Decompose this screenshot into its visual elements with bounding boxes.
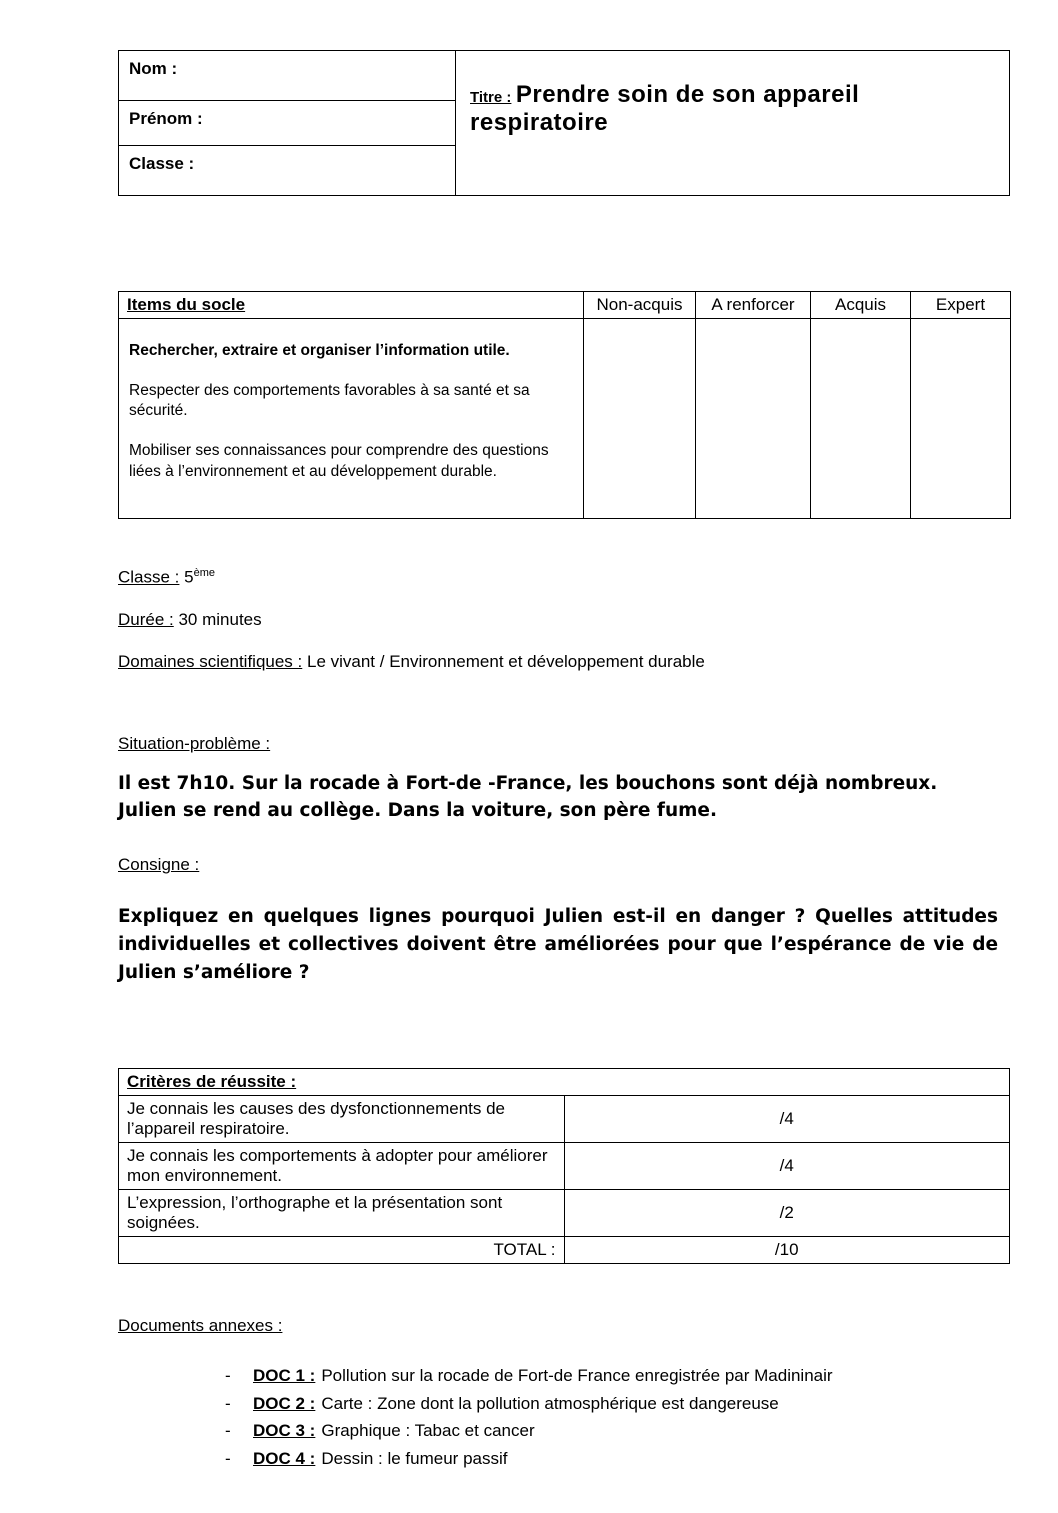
critere-row-2 [119, 1143, 1010, 1190]
socle-cell-a-renforcer [696, 319, 811, 519]
critere-score-3: /2 [564, 1190, 1010, 1237]
list-item [225, 1390, 1010, 1418]
classe-label: Classe : [129, 154, 195, 173]
classe-line-sup: ème [193, 567, 216, 579]
socle-cell-acquis [811, 319, 911, 519]
classe-field [119, 146, 456, 196]
critere-score-2: /4 [564, 1143, 1010, 1190]
critere-score-1: /4 [564, 1096, 1010, 1143]
socle-header-acquis: Acquis [811, 292, 911, 319]
socle-header-a-renforcer: A renforcer [696, 292, 811, 319]
criteres-total-row [119, 1237, 1010, 1264]
socle-header-row [119, 292, 1011, 319]
critere-text-3: L’expression, l’orthographe et la présentation sont soignées. [119, 1190, 565, 1237]
doc4-name: DOC 4 : [253, 1449, 316, 1468]
socle-table [118, 291, 1011, 519]
socle-body-row [119, 319, 1011, 519]
list-dash: - [225, 1449, 231, 1468]
classe-line [118, 567, 1010, 588]
socle-cell-expert [911, 319, 1011, 519]
list-dash: - [225, 1393, 231, 1413]
annexes-list [118, 1362, 1010, 1472]
consigne-text: Expliquez en quelques lignes pourquoi Julien est-il en danger ? Quelles attitudes individuelles et collectives doivent être améliorées pour que l’espérance de vie de Julien s’améliore ? [118, 906, 998, 983]
critere-row-1 [119, 1096, 1010, 1143]
domaines-line [118, 652, 1010, 672]
document-title: Prendre soin de son appareil respiratoire [470, 81, 860, 136]
duree-label: Durée : [118, 609, 174, 629]
socle-header-items: Items du socle [119, 292, 584, 319]
domaines-value: Le vivant / Environnement et développement durable [302, 651, 705, 671]
doc3-text: Graphique : Tabac et cancer [321, 1421, 535, 1441]
situation-label: Situation-problème : [118, 733, 271, 753]
list-item [225, 1362, 1010, 1390]
criteres-table [118, 1068, 1010, 1264]
duree-value: 30 minutes [173, 609, 262, 629]
total-label: TOTAL : [119, 1237, 565, 1264]
socle-item-2: Respecter des comportements favorables à sa santé et sa sécurité. [129, 382, 530, 420]
domaines-label: Domaines scientifiques : [118, 651, 303, 671]
criteres-header-cell: Critères de réussite : [119, 1069, 1010, 1096]
prenom-field [119, 101, 456, 146]
list-dash: - [225, 1366, 231, 1386]
list-item [225, 1445, 1010, 1473]
critere-text-1: Je connais les causes des dysfonctionnements de l’appareil respiratoire. [119, 1096, 565, 1143]
list-dash: - [225, 1421, 231, 1441]
titre-label: Titre : [470, 89, 512, 106]
doc2-name: DOC 2 : [253, 1393, 316, 1413]
identity-header-table [118, 50, 1010, 196]
socle-items-cell [119, 319, 584, 519]
nom-field [119, 51, 456, 101]
nom-label: Nom : [129, 59, 178, 78]
criteres-header-row [119, 1069, 1010, 1096]
critere-text-2: Je connais les comportements à adopter pour améliorer mon environnement. [119, 1143, 565, 1190]
prenom-label: Prénom : [129, 109, 203, 128]
doc3-name: DOC 3 : [253, 1421, 316, 1441]
doc1-name: DOC 1 : [253, 1366, 316, 1386]
annexes-label: Documents annexes : [118, 1316, 283, 1336]
list-item [225, 1417, 1010, 1445]
socle-cell-non-acquis [584, 319, 696, 519]
classe-line-value: 5 [179, 567, 194, 587]
doc2-text: Carte : Zone dont la pollution atmosphérique est dangereuse [321, 1393, 779, 1413]
title-cell [456, 51, 1010, 196]
consigne-label: Consigne : [118, 855, 200, 875]
socle-header-expert: Expert [911, 292, 1011, 319]
classe-line-label: Classe : [118, 567, 180, 587]
socle-header-non-acquis: Non-acquis [584, 292, 696, 319]
situation-text: Il est 7h10. Sur la rocade à Fort-de -France, les bouchons sont déjà nombreux. Julien se rend au collège. Dans la voiture, son père fume. [118, 772, 938, 822]
duree-line [118, 610, 1010, 630]
socle-item-1: Rechercher, extraire et organiser l’information utile. [129, 342, 510, 359]
doc4-text: Dessin : le fumeur passif [321, 1449, 508, 1468]
total-score: /10 [564, 1237, 1010, 1264]
socle-item-3: Mobiliser ses connaissances pour comprendre des questions liées à l’environnement et au développement durable. [129, 442, 549, 480]
critere-row-3 [119, 1190, 1010, 1237]
doc1-text: Pollution sur la rocade de Fort-de France enregistrée par Madininair [321, 1366, 833, 1386]
